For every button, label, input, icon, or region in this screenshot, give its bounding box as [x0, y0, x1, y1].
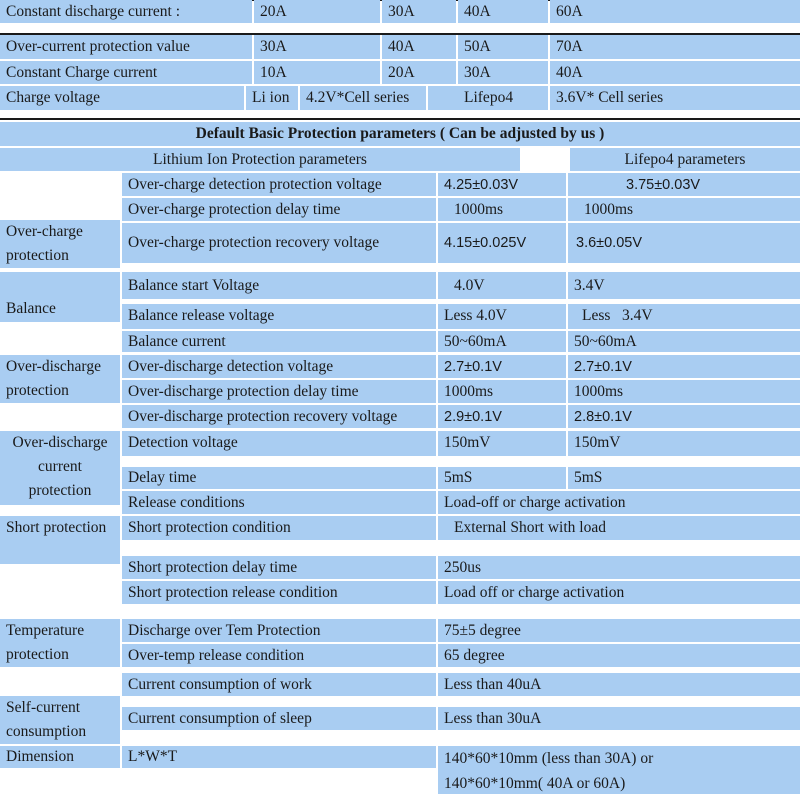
constant-charge-value-2: 20A — [382, 61, 456, 84]
short-value-2: 250us — [438, 556, 800, 579]
dimension-value: 140*60*10mm (less than 30A) or 140*60*10mm( 40A or 60A) — [438, 746, 800, 794]
short-param-3: Short protection release condition — [122, 581, 436, 604]
constant-charge-value-4: 40A — [550, 61, 800, 84]
group-over-charge: Over-charge protection — [0, 220, 120, 268]
over-charge-fe-1: 3.75±0.03V — [568, 173, 800, 196]
odc-value-3: Load-off or charge activation — [438, 491, 800, 514]
temperature-value-2: 65 degree — [438, 644, 800, 667]
group-dimension: Dimension — [0, 746, 120, 768]
self-current-param-2: Current consumption of sleep — [122, 707, 436, 730]
balance-li-1: 4.0V — [438, 272, 566, 299]
constant-charge-label: Constant Charge current — [0, 61, 252, 84]
group-balance: Balance — [0, 272, 120, 322]
short-value-3: Load off or charge activation — [438, 581, 800, 604]
constant-discharge-value-3: 40A — [458, 0, 548, 23]
group-short: Short protection — [0, 516, 120, 564]
self-current-value-1: Less than 40uA — [438, 673, 800, 696]
temperature-param-1: Discharge over Tem Protection — [122, 619, 436, 642]
charge-voltage-li-ion: Li ion — [246, 86, 298, 110]
constant-discharge-value-1: 20A — [254, 0, 380, 23]
over-discharge-param-1: Over-discharge detection voltage — [122, 355, 436, 378]
balance-li-2: Less 4.0V — [438, 304, 566, 329]
over-discharge-li-3: 2.9±0.1V — [438, 405, 566, 428]
odc-li-1: 150mV — [438, 431, 566, 456]
balance-param-1: Balance start Voltage — [122, 272, 436, 299]
over-charge-param-3: Over-charge protection recovery voltage — [122, 223, 436, 263]
over-charge-li-3: 4.15±0.025V — [438, 223, 566, 263]
over-discharge-li-2: 1000ms — [438, 380, 566, 403]
group-self-current: Self-current consumption — [0, 696, 120, 744]
balance-param-2: Balance release voltage — [122, 304, 436, 329]
over-discharge-fe-1: 2.7±0.1V — [568, 355, 800, 378]
over-discharge-param-3: Over-discharge protection recovery voltage — [122, 405, 436, 428]
charge-voltage-li-ion-value: 4.2V*Cell series — [300, 86, 426, 110]
balance-fe-3: 50~60mA — [568, 331, 800, 352]
odc-param-3: Release conditions — [122, 491, 436, 514]
balance-fe-1: 3.4V — [568, 272, 800, 299]
charge-voltage-lifepo4-value: 3.6V* Cell series — [550, 86, 800, 110]
group-over-discharge-current: Over-discharge current protection — [0, 431, 120, 505]
self-current-param-1: Current consumption of work — [122, 673, 436, 696]
group-temperature: Temperature protection — [0, 619, 120, 667]
over-discharge-fe-3: 2.8±0.1V — [568, 405, 800, 428]
group-over-discharge: Over-discharge protection — [0, 355, 120, 403]
odc-param-2: Delay time — [122, 467, 436, 489]
charge-voltage-label: Charge voltage — [0, 86, 244, 110]
over-current-label: Over-current protection value — [0, 35, 252, 59]
temperature-param-2: Over-temp release condition — [122, 644, 436, 667]
temperature-value-1: 75±5 degree — [438, 619, 800, 642]
col-header-lifepo4: Lifepo4 parameters — [570, 148, 800, 171]
constant-discharge-label: Constant discharge current : — [0, 0, 252, 23]
over-charge-fe-3: 3.6±0.05V — [568, 223, 800, 263]
over-current-value-2: 40A — [382, 35, 456, 59]
over-charge-param-2: Over-charge protection delay time — [122, 198, 436, 221]
odc-fe-2: 5mS — [568, 467, 800, 489]
odc-param-1: Detection voltage — [122, 431, 436, 456]
odc-li-2: 5mS — [438, 467, 566, 489]
dimension-param: L*W*T — [122, 746, 436, 768]
short-param-2: Short protection delay time — [122, 556, 436, 579]
over-charge-li-1: 4.25±0.03V — [438, 173, 566, 196]
over-current-value-3: 50A — [458, 35, 548, 59]
balance-fe-2: Less 3.4V — [568, 304, 800, 329]
short-param-1: Short protection condition — [122, 516, 436, 540]
over-charge-fe-2: 1000ms — [568, 198, 800, 221]
balance-param-3: Balance current — [122, 331, 436, 352]
constant-discharge-value-4: 60A — [550, 0, 800, 23]
odc-fe-1: 150mV — [568, 431, 800, 456]
over-current-value-1: 30A — [254, 35, 380, 59]
col-header-lithium-ion: Lithium Ion Protection parameters — [0, 148, 520, 171]
charge-voltage-lifepo4: Lifepo4 — [428, 86, 548, 110]
over-discharge-param-2: Over-discharge protection delay time — [122, 380, 436, 403]
over-charge-param-1: Over-charge detection protection voltage — [122, 173, 436, 196]
protection-title: Default Basic Protection parameters ( Can be adjusted by us ) — [0, 122, 800, 146]
self-current-value-2: Less than 30uA — [438, 707, 800, 730]
over-discharge-li-1: 2.7±0.1V — [438, 355, 566, 378]
constant-charge-value-3: 30A — [458, 61, 548, 84]
over-charge-li-2: 1000ms — [438, 198, 566, 221]
short-value-1: External Short with load — [438, 516, 800, 540]
balance-li-3: 50~60mA — [438, 331, 566, 352]
over-current-value-4: 70A — [550, 35, 800, 59]
constant-charge-value-1: 10A — [254, 61, 380, 84]
over-discharge-fe-2: 1000ms — [568, 380, 800, 403]
constant-discharge-value-2: 30A — [382, 0, 456, 23]
